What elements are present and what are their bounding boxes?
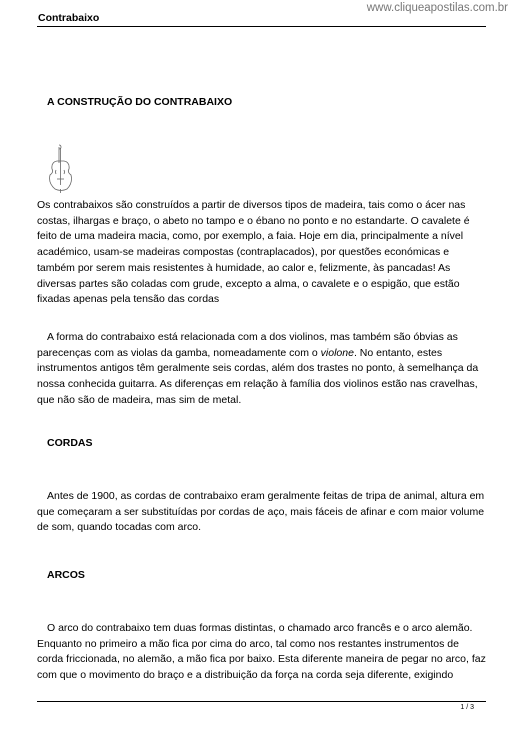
header-divider [37, 26, 486, 27]
page-number: 1 / 3 [460, 704, 474, 711]
section-heading-strings: CORDAS [47, 437, 93, 449]
double-bass-icon [46, 143, 72, 195]
section-heading-bows: ARCOS [47, 569, 85, 581]
violone-term: violone [320, 346, 354, 359]
construction-paragraph-1: Os contrabaixos são construídos a partir de diversos tipos de madeira, tais como o ácer nas costas, ilhargas e braço, o abeto no tampo e o ébano no ponto e no estandarte. O cavalete é feito de uma madeira macia, como, por exemplo, a faia. Hoje em dia, principalmente a nível académico, usam-se madeiras compostas (contraplacados), por questões económicas e também por serem mais resistentes à humidade, ao calor e, felizmente, às pancadas! As diversas partes são coladas com grude, excepto a alma, o cavalete e o espigão, que estão fixadas apenas pela tensão das cordas [37, 199, 470, 306]
construction-paragraph-2 [37, 330, 487, 409]
strings-paragraph: Antes de 1900, as cordas de contrabaixo eram geralmente feitas de tripa de animal, altura em que começaram a ser substituídas por cordas de aço, mais fáceis de afinar e com maior volume de som, quando tocadas com arco. [37, 490, 485, 534]
construction-paragraph-2-end: . No entanto, estes instrumentos antigos têm geralmente seis cordas, além dos trastes no ponto, à semelhança da nossa conhecida guitarra. As diferenças em relação à família dos violinos estão nas cravelhas, que não são de madeira, mas sim de metal. [37, 346, 479, 406]
footer-divider [37, 701, 486, 702]
construction-paragraph-2-start: A forma do contrabaixo está relacionada com a dos violinos, mas também são óbvias as parecenças com as violas da gamba, nomeadamente com o [37, 331, 458, 359]
bows-paragraph: O arco do contrabaixo tem duas formas distintas, o chamado arco francês e o arco alemão. Enquanto no primeiro a mão fica por cima do arco, tal como nos restantes instrumentos de corda friccionada, no alemão, a mão fica por baixo. Esta diferente maneira de pegar no arco, faz com que o movimento do braço e a distribuição da força na corda seja diferente, exigindo [37, 622, 486, 682]
header-title: Contrabaixo [38, 12, 100, 24]
section-heading-construction: A CONSTRUÇÃO DO CONTRABAIXO [47, 96, 233, 108]
site-url[interactable]: www.cliqueapostilas.com.br [366, 2, 508, 14]
